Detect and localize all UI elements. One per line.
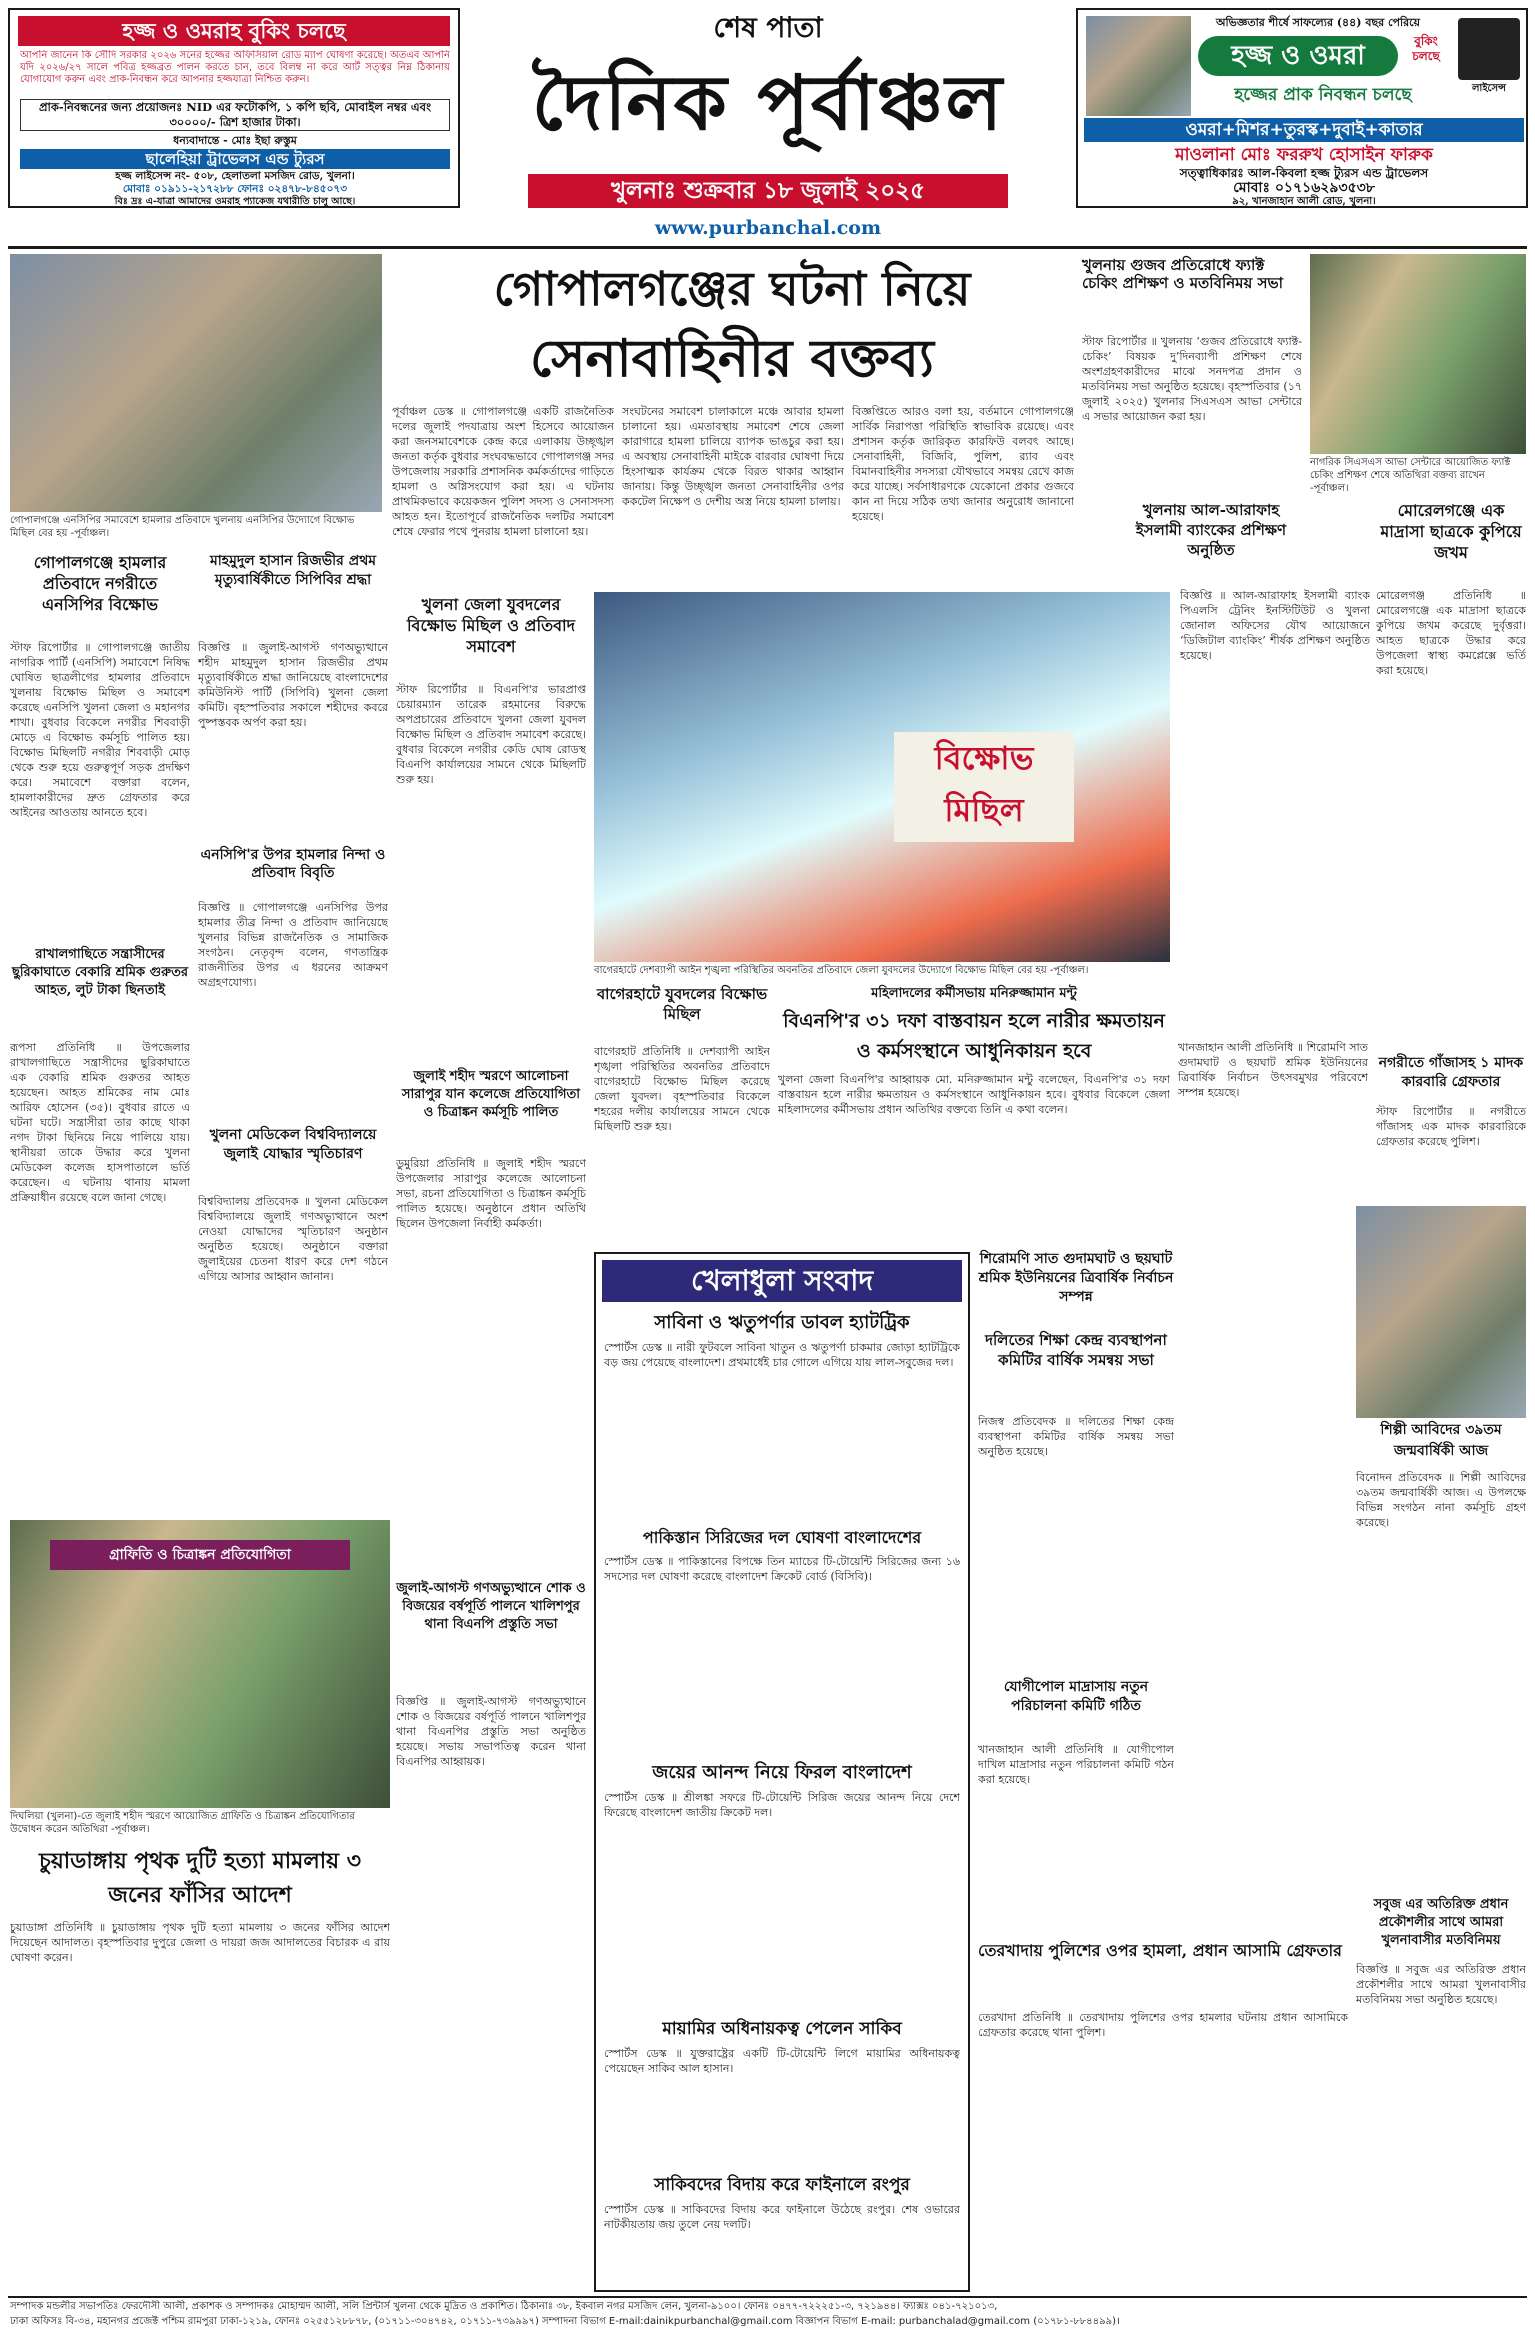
ad-left-hajj (8, 8, 460, 208)
ad-right-phone: মোবাঃ ০১৭১৬২৯৩৫৩৮ (1233, 180, 1375, 196)
protest-sign: বিক্ষোভ মিছিল (894, 732, 1074, 842)
sports-headline-rangpur: সাকিবদের বিদায় করে ফাইনালে রংপুর (654, 2175, 910, 2195)
col5-headline-jogipol: যোগীপোল মাদ্রাসায় নতুন পরিচালনা কমিটি গঠিত (1003, 1679, 1149, 1714)
ad-right-address: ৯২, খানজাহান আলী রোড, খুলনা। (1232, 196, 1376, 207)
col5-headline-dalit: দলিতের শিক্ষা কেন্দ্র ব্যবস্থাপনা কমিটির বার্ষিক সমন্বয় সভা (985, 1331, 1167, 1369)
seminar-photo-caption: নাগরিক সিএসএস আভা সেন্টারে আয়োজিত ফ্যাক্ট চেকিং প্রশিক্ষণ শেষে অতিথিরা বক্তব্য রাখেন -পূর্বাঞ্চল। (1310, 457, 1511, 494)
artist-abid-portrait (1356, 1206, 1526, 1418)
bottom-headline-chuadanga: চুয়াডাঙ্গায় পৃথক দুটি হত্যা মামলায় ৩ জনের ফাঁসির আদেশ (38, 1848, 362, 1908)
col3-headline-sarapur: জুলাই শহীদ স্মরণে আলোচনা সারাপুর যান কলেজে প্রতিযোগিতা ও চিত্রাঙ্কন কর্মসূচি পালিত (401, 1069, 581, 1120)
lead-headline-2: সেনাবাহিনীর বক্তব্য (530, 328, 934, 389)
ad-left-note: বিঃ দ্রঃ এ-যাত্রা আমাদের ওমরাহ প্যাকেজ যথারীতি চালু আছে। (114, 196, 356, 207)
col5-body-alarafah: বিজ্ঞপ্তি ॥ আল-আরাফাহ ইসলামী ব্যাংক পিএলসি ট্রেনিং ইনস্টিটিউট ও খুলনা জোনাল অফিসের যৌথ আয়োজনে ‘ডিজিটাল ব্যাংকিং’ শীর্ষক প্রশিক্ষণ অনুষ্ঠিত হয়েছে। (1180, 589, 1370, 662)
masthead-dateline: খুলনাঃ শুক্রবার ১৮ জুলাই ২০২৫ (528, 174, 1008, 208)
col3-headline-jubodal: খুলনা জেলা যুবদলের বিক্ষোভ মিছিল ও প্রতিবাদ সমাবেশ (406, 595, 576, 656)
col2-body-kmu: বিশ্ববিদ্যালয় প্রতিবেদক ॥ খুলনা মেডিকেল বিশ্ববিদ্যালয়ে জুলাই গণঅভ্যুত্থানে অংশ নেওয়া যোদ্ধাদের স্মৃতিচারণ অনুষ্ঠান অনুষ্ঠিত হয়েছে। অনুষ্ঠানে বক্তারা জুলাইয়ের চেতনা ধারণ করে দেশ গঠনে এগিয়ে আসার আহ্বান জানান। (198, 1195, 388, 1283)
col1-headline-bakery-attack: রাখালগাছিতে সন্ত্রাসীদের ছুরিকাঘাতে বেকারি শ্রমিক গুরুতর আহত, লুট টাকা ছিনতাই (11, 947, 189, 998)
ad-right-hajj (1076, 8, 1528, 208)
ad-right-countries: ওমরা+মিশর+তুরস্ক+দুবাই+কাতার (1084, 118, 1524, 142)
col6-body-sobuj: বিজ্ঞপ্তি ॥ সবুজ এর অতিরিক্ত প্রধান প্রকৌশলীর সাথে আমরা খুলনাবাসীর মতবিনিময় সভা অনুষ্ঠিত হয়েছে। (1356, 1963, 1526, 2006)
col4-body-factcheck: স্টাফ রিপোর্টার ॥ খুলনায় ‘গুজব প্রতিরোধে ফ্যাক্ট-চেকিং’ বিষয়ক দু’দিনব্যাপী প্রশিক্ষণ শেষে অংশগ্রহণকারীদের মাঝে সনদপত্র প্রদান ও মতবিনিময় সভা অনুষ্ঠিত হয়েছে। বৃহস্পতিবার (১৭ জুলাই ২০২৫) খুলনার সিএসএস আভা সেন্টারে এ সভার আয়োজন করা হয়। (1082, 335, 1302, 423)
sports-body-rangpur: স্পোর্টস ডেস্ক ॥ সাকিবদের বিদায় করে ফাইনালে উঠেছে রংপুর। শেষ ওভারের নাটকীয়তায় জয় তুলে নেয় দলটি। (604, 2203, 960, 2231)
ad-left-requirements: প্রাক-নিবন্ধনের জন্য প্রয়োজনঃ NID এর ফটোকপি, ১ কপি ছবি, মোবাইল নম্বর এবং ৩০০০০/- ত্রিশ হাজার টাকা। (20, 99, 450, 131)
col3-body-jubodal: স্টাফ রিপোর্টার ॥ বিএনপি'র ভারপ্রাপ্ত চেয়ারম্যান তারেক রহমানের বিরুদ্ধে অপপ্রচারের প্রতিবাদে খুলনা জেলা যুবদল বিক্ষোভ মিছিল ও প্রতিবাদ সমাবেশ করেছে। বুধবার বিকেলে নগরীর কেডি ঘোষ রোডস্থ বিএনপি কার্যালয়ের সামনে থেকে মিছিলটি শুরু হয়। (396, 683, 586, 786)
col6-headline-morelganj: মোরেলগঞ্জে এক মাদ্রাসা ছাত্রকে কুপিয়ে জখম (1380, 501, 1522, 562)
col3-body-sarapur: ডুমুরিয়া প্রতিনিধি ॥ জুলাই শহীদ স্মরণে উপজেলার সারাপুর কলেজে আলোচনা সভা, রচনা প্রতিযোগিতা ও চিত্রাঙ্কন কর্মসূচি পালিত হয়েছে। অনুষ্ঠানে প্রধান অতিথি ছিলেন উপজেলা নির্বাহী কর্মকর্তা। (396, 1157, 586, 1230)
lead-body-2: সংঘটনের সমাবেশ চালাকালে মঞ্চে আবার হামলা চালানো হয়। এমতাবস্থায় সমাবেশ শেষে জেলা কারাগারে হামলা চালিয়ে ব্যাপক ভাঙচুর করা হয়। এ অবস্থায় সেনাবাহিনী মাইকে বারবার ঘোষণা দিয়ে হিংসাত্মক কার্যক্রম থেকে বিরত থাকার আহ্বান জানায়। কিন্তু উচ্ছৃঙ্খল জনতা সেনাবাহিনীর ওপর ককটেল নিক্ষেপ ও দেশীয় অস্ত্র নিয়ে হামলা চালায়। (622, 405, 844, 508)
col4-headline-factcheck: খুলনায় গুজব প্রতিরোধে ফ্যাক্ট চেকিং প্রশিক্ষণ ও মতবিনিময় সভা (1082, 256, 1284, 292)
sports-headline-pakistan: পাকিস্তান সিরিজের দল ঘোষণা বাংলাদেশের (642, 1528, 922, 1547)
col2-headline-rizvi: মাহমুদুল হাসান রিজভীর প্রথম মৃত্যুবার্ষিকীতে সিপিবির শ্রদ্ধা (209, 553, 377, 588)
ad-left-phone: মোবাঃ ০১৯১১-২১৭২৮৮ ফোনঃ ০২৪৭৮-৮৪৫০৭৩ (122, 183, 348, 195)
col6-headline-abid: শিল্পী আবিদের ৩৯তম জন্মবার্ষিকী আজ (1380, 1422, 1502, 1459)
col4-headline-31point: বিএনপি'র ৩১ দফা বাস্তবায়ন হলে নারীর ক্ষমতায়ন ও কর্মসংস্থানে আধুনিকায়ন হবে (783, 1010, 1165, 1062)
col2-headline-ncp-condemn: এনসিপি'র উপর হামলার নিন্দা ও প্রতিবাদ বিবৃতি (200, 847, 386, 881)
top-rule (8, 246, 1527, 249)
sports-box (594, 1252, 970, 2292)
seminar-photo (1310, 254, 1526, 454)
col1-body-bakery-attack: রূপসা প্রতিনিধি ॥ উপজেলার রাখালগাছিতে সন্ত্রাসীদের ছুরিকাঘাতে এক বেকারি শ্রমিক গুরুতর আহত হয়েছেন। আহত শ্রমিকের নাম মোঃ আরিফ হোসেন (৩৫)। বুধবার রাতে এ ঘটনা ঘটে। সন্ত্রাসীরা তার কাছে থাকা নগদ টাকা ছিনিয়ে নিয়ে পালিয়ে যায়। স্থানীয়রা তাকে উদ্ধার করে খুলনা মেডিকেল কলেজ হাসপাতালে ভর্তি করেছেন। এ ঘটনায় থানায় মামলা প্রক্রিয়াধীন রয়েছে বলে জানা গেছে। (10, 1041, 190, 1204)
col6-body-morelganj: মোরেলগঞ্জ প্রতিনিধি ॥ মোরেলগঞ্জে এক মাদ্রাসা ছাত্রকে কুপিয়ে জখম করেছে দুর্বৃত্তরা। আহত ছাত্রকে উদ্ধার করে উপজেলা স্বাস্থ্য কমপ্লেক্সে ভর্তি করা হয়েছে। (1376, 589, 1526, 677)
col6-headline-sobuj: সবুজ এর অতিরিক্ত প্রধান প্রকৌশলীর সাথে আমরা খুলনাবাসীর মতবিনিময় (1373, 1897, 1509, 1948)
col4-kicker-mahila: মহিলাদলের কর্মীসভায় মনিরুজ্জামান মন্টু (871, 986, 1077, 1001)
ad-left-body: আপনি জানেন কি সৌদি সরকার ২০২৬ সনের হজ্জের অফিসিয়াল রোড ম্যাপ ঘোষণা করেছে। অতএব আপনি যদি ২০২৬/২৭ সালে পবিত্র হজ্জব্রত পালন করতে চান, তবে বিলম্ব না করে আর্ট সত্ত্বর নিম্ন ঠিকানায় যোগাযোগ করুন এবং প্রাক-নিবন্ধন করে আপনার হজ্জযাত্রা নিশ্চিত করুন। (20, 50, 450, 85)
ad-right-license: লাইসেন্স (1471, 83, 1507, 94)
sports-headline-return: জয়ের আনন্দ নিয়ে ফিরল বাংলাদেশ (652, 1762, 912, 1783)
col5-headline-union: শিরোমণি সাত গুদামঘাট ও ছয়ঘাট শ্রমিক ইউনিয়নের ত্রিবার্ষিক নির্বাচন সম্পন্ন (978, 1251, 1174, 1305)
sports-body-sabina: স্পোর্টস ডেস্ক ॥ নারী ফুটবলে সাবিনা খাতুন ও ঋতুপর্ণা চাকমার জোড়া হ্যাটট্রিকে বড় জয় পেয়েছে বাংলাদেশ। প্রথমার্ধেই চার গোলে এগিয়ে যায় লাল-সবুজের দল। (604, 1341, 960, 1369)
sports-body-return: স্পোর্টস ডেস্ক ॥ শ্রীলঙ্কা সফরে টি-টোয়েন্টি সিরিজ জয়ের আনন্দ নিয়ে দেশে ফিরেছে বাংলাদেশ জাতীয় ক্রিকেট দল। (604, 1791, 960, 1819)
footer-line-2: ঢাকা অফিসঃ বি-৩৪, মহানগর প্রজেক্ট পশ্চিম রামপুরা ঢাকা-১২১৯, ফোনঃ ০২৫৫১২৮৮৭৮, (০১৭১১-৩০৪৭৪২, ০১৭১১-৭৩৯৯৯৭) সম্পাদনা বিভাগ E-mail:dainikpurbanchal@gmail.com বিজ্ঞাপন বিভাগ E-mail: purbanchalad@gmail.com (০১৭৮১-৮৮৪৪৯৯)। (10, 2316, 1120, 2327)
col6-body-ganja: স্টাফ রিপোর্টার ॥ নগরীতে গাঁজাসহ এক মাদক কারবারিকে গ্রেফতার করেছে পুলিশ। (1376, 1105, 1526, 1148)
ad-left-address: হজ্জ লাইসেন্স নং- ৫০৮, হেলাতলা মসজিদ রোড, খুলনা। (115, 170, 355, 182)
masthead (468, 8, 1068, 244)
col3-headline-khalishpur: জুলাই-আগস্ট গণঅভ্যুত্থানে শোক ও বিজয়ের বর্ষপূর্তি পালনে খালিশপুর থানা বিএনপি প্রস্তুতি সভা (396, 1581, 586, 1632)
lead-headline-1: গোপালগঞ্জের ঘটনা নিয়ে (493, 262, 971, 317)
col4-headline-bagerhat: বাগেরহাটে যুবদলের বিক্ষোভ মিছিল (596, 985, 768, 1023)
ad-left-title: হজ্জ ও ওমরাহ বুকিং চলছে (18, 16, 450, 46)
graffiti-banner: গ্রাফিতি ও চিত্রাঙ্কন প্রতিযোগিতা (50, 1540, 350, 1570)
col4-body-bagerhat: বাগেরহাট প্রতিনিধি ॥ দেশব্যাপী আইন শৃঙ্খলা পরিস্থিতির অবনতির প্রতিবাদে বাগেরহাটে বিক্ষোভ মিছিল করেছে জেলা যুবদল। বৃহস্পতিবার বিকেলে শহরের দলীয় কার্যালয়ের সামনে থেকে মিছিলটি শুরু হয়। (594, 1045, 770, 1133)
ad-right-badge: হজ্জ ও ওমরা (1198, 36, 1398, 76)
lead-photo-caption: গোপালগঞ্জে এনসিপির সমাবেশে হামলার প্রতিবাদে খুলনায় এনসিপির উদ্যোগে বিক্ষোভ মিছিল বের হয় -পূর্বাঞ্চল। (10, 515, 355, 539)
footer-line-1: সম্পাদক মন্ডলীর সভাপতিঃ ফেরদৌসী আলী, প্রকাশক ও সম্পাদকঃ মোহাম্মদ আলী, সলি প্রিন্টার্স খুলনা থেকে মুদ্রিত ও প্রকাশিত। ঠিকানাঃ ৩৮, ইকবাল নগর মসজিদ লেন, খুলনা-৯১০০। ফোনঃ ০৪৭৭-৭২২২৫১-৩, ৭২১৯৪৪। ফ্যাক্সঃ ০৪১-৭২১০১৩, (10, 2301, 998, 2312)
col5-body-terokhada: তেরখাদা প্রতিনিধি ॥ তেরখাদায় পুলিশের ওপর হামলার ঘটনায় প্রধান আসামিকে গ্রেফতার করেছে থানা পুলিশ। (978, 2011, 1348, 2039)
graffiti-competition-photo (10, 1520, 390, 1808)
ad-right-top: অভিজ্ঞতার শীর্ষে সাফল্যের (৪৪) বছর পেরিয়ে (1215, 16, 1421, 29)
col1-body-ncp-protest: স্টাফ রিপোর্টার ॥ গোপালগঞ্জে জাতীয় নাগরিক পার্টি (এনসিপি) সমাবেশে নিষিদ্ধ ঘোষিত ছাত্রলীগের হামলার প্রতিবাদে খুলনায় বিক্ষোভ মিছিল ও সমাবেশ করেছে এনসিপি খুলনা জেলা ও মহানগর শাখা। বুধবার বিকেলে নগরীর শিববাড়ী মোড়ে এ বিক্ষোভ কর্মসূচি পালিত হয়। বিক্ষোভ মিছিলটি নগরীর শিববাড়ী মোড় থেকে শুরু হয়ে গুরুত্বপূর্ণ সড়ক প্রদক্ষিণ করে। সমাবেশে বক্তারা বলেন, হামলাকারীদের দ্রুত গ্রেফতার করে আইনের আওতায় আনতে হবে। (10, 641, 190, 819)
sports-headline-shakib-captain: মায়ামির অধিনায়কত্ব পেলেন সাকিব (662, 2019, 902, 2039)
kaaba-icon (1458, 18, 1520, 80)
ad-right-booking: বুকিং চলছে (1412, 34, 1440, 63)
lead-body-3: বিজ্ঞপ্তিতে আরও বলা হয়, বর্তমানে গোপালগঞ্জে সার্বিক নিরাপত্তা পরিস্থিতি স্বাভাবিক রয়েছে। এবং প্রশাসন কর্তৃক জারিকৃত কারফিউ বলবৎ আছে। সেনাবাহিনী, বিজিবি, পুলিশ, র‍্যাব এবং বিমানবাহিনীর সদস্যরা যৌথভাবে সমন্বয় রেখে কাজ করে যাচ্ছে। সর্বসাধারণকে যেকোনো প্রকার গুজবে কান না দিয়ে সঠিক তথ্য জানার অনুরোধ জানানো হয়েছে। (852, 405, 1074, 523)
lead-photo-ncp-rally (10, 254, 382, 512)
sports-section-title: খেলাধুলা সংবাদ (602, 1260, 962, 1302)
bagerhat-protest-photo (594, 592, 1170, 962)
col6-body-abid: বিনোদন প্রতিবেদক ॥ শিল্পী আবিদের ৩৯তম জন্মবার্ষিকী আজ। এ উপলক্ষে বিভিন্ন সংগঠন নানা কর্মসূচি গ্রহণ করেছে। (1356, 1471, 1526, 1529)
col5-body-dalit: নিজস্ব প্রতিবেদক ॥ দলিতের শিক্ষা কেন্দ্র ব্যবস্থাপনা কমিটির বার্ষিক সমন্বয় সভা অনুষ্ঠিত হয়েছে। (978, 1415, 1174, 1458)
col6-headline-ganja: নগরীতে গাঁজাসহ ১ মাদক কারবারি গ্রেফতার (1378, 1055, 1524, 1090)
ad-right-pre: হজ্জের প্রাক নিবন্ধন চলছে (1234, 85, 1412, 105)
col5-body-jogipol: খানজাহান আলী প্রতিনিধি ॥ যোগীপোল দাখিল মাদ্রাসার নতুন পরিচালনা কমিটি গঠন করা হয়েছে। (978, 1743, 1174, 1786)
col4-body-31point: খুলনা জেলা বিএনপি'র আহ্বায়ক মো. মনিরুজ্জামান মন্টু বলেছেন, বিএনপি'র ৩১ দফা বাস্তবায়ন হলে নারীর ক্ষমতায়ন ও কর্মসংস্থানে আধুনিকায়ন হবে। বুধবার বিকেলে জেলা মহিলাদলের কর্মীসভায় প্রধান অতিথির বক্তব্যে তিনি এ কথা বলেন। (778, 1073, 1170, 1116)
ad-right-name: মাওলানা মোঃ ফররুখ হোসাইন ফারুক (1175, 145, 1433, 165)
masthead-kicker: শেষ পাতা (713, 11, 823, 44)
col5-headline-terokhada: তেরখাদায় পুলিশের ওপর হামলা, প্রধান আসামি গ্রেফতার (978, 1941, 1342, 1960)
ad-right-portrait (1086, 16, 1191, 116)
sports-body-pakistan: স্পোর্টস ডেস্ক ॥ পাকিস্তানের বিপক্ষে তিন ম্যাচের টি-টোয়েন্টি সিরিজের জন্য ১৬ সদস্যের দল ঘোষণা করেছে বাংলাদেশ ক্রিকেট বোর্ড (বিসিবি)। (604, 1555, 960, 1583)
col2-body-ncp-condemn: বিজ্ঞপ্তি ॥ গোপালগঞ্জে এনসিপির উপর হামলার তীব্র নিন্দা ও প্রতিবাদ জানিয়েছে খুলনার বিভিন্ন রাজনৈতিক ও সামাজিক সংগঠন। নেতৃবৃন্দ বলেন, গণতান্ত্রিক রাজনীতির উপর এ ধরনের আক্রমণ অগ্রহণযোগ্য। (198, 901, 388, 989)
masthead-website[interactable]: www.purbanchal.com (654, 217, 882, 239)
bagerhat-photo-caption: বাগেরহাটে দেশব্যাপী আইন শৃঙ্খলা পরিস্থিতির অবনতির প্রতিবাদে জেলা যুবদলের উদ্যোগে বিক্ষোভ মিছিল বের হয় -পূর্বাঞ্চল। (594, 965, 1089, 976)
col2-body-rizvi: বিজ্ঞপ্তি ॥ জুলাই-আগস্ট গণঅভ্যুত্থানে শহীদ মাহমুদুল হাসান রিজভীর প্রথম মৃত্যুবার্ষিকীতে শ্রদ্ধা জানিয়েছে বাংলাদেশের কমিউনিস্ট পার্টি (সিপিবি) খুলনা জেলা কমিটি। বৃহস্পতিবার সকালে শহীদের কবরে পুষ্পস্তবক অর্পণ করা হয়। (198, 641, 388, 729)
graffiti-photo-caption: দিঘলিয়া (খুলনা)-তে জুলাই শহীদ স্মরণে আয়োজিত গ্রাফিতি ও চিত্রাঙ্কন প্রতিযোগিতার উদ্বোধন করেন অতিথিরা -পূর্বাঞ্চল। (10, 1811, 355, 1835)
ad-left-thanks: ধন্যবাদান্তে - মোঃ ইছা রুস্তুম (173, 134, 297, 147)
col1-headline-ncp-protest: গোপালগঞ্জে হামলার প্রতিবাদে নগরীতে এনসিপির বিক্ষোভ (33, 553, 167, 614)
bottom-body-chuadanga: চুয়াডাঙ্গা প্রতিনিধি ॥ চুয়াডাঙ্গায় পৃথক দুটি হত্যা মামলায় ৩ জনের ফাঁসির আদেশ দিয়েছেন আদালত। বৃহস্পতিবার দুপুরে জেলা ও দায়রা জজ আদালতের বিচারক এ রায় ঘোষণা করেন। (10, 1921, 390, 1964)
sports-body-shakib-captain: স্পোর্টস ডেস্ক ॥ যুক্তরাষ্ট্রের একটি টি-টোয়েন্টি লিগে মায়ামির অধিনায়কত্ব পেয়েছেন সাকিব আল হাসান। (604, 2047, 960, 2075)
col5-body-union: খানজাহান আলী প্রতিনিধি ॥ শিরোমণি সাত গুদামঘাট ও ছয়ঘাট শ্রমিক ইউনিয়নের ত্রিবার্ষিক নির্বাচন উৎসবমুখর পরিবেশে সম্পন্ন হয়েছে। (1178, 1041, 1368, 1099)
sports-headline-sabina: সাবিনা ও ঋতুপর্ণার ডাবল হ্যাটট্রিক (654, 1312, 910, 1333)
footer-rule (8, 2296, 1527, 2298)
ad-right-org: সত্ত্বাধিকারঃ আল-কিবলা হজ্জ ট্যুরস এন্ড ট্রাভেলস (1179, 166, 1429, 180)
masthead-title: দৈনিক পূর্বাঞ্চল (531, 58, 1005, 147)
col3-body-khalishpur: বিজ্ঞপ্তি ॥ জুলাই-আগস্ট গণঅভ্যুত্থানে শোক ও বিজয়ের বর্ষপূর্তি পালনে খালিশপুর থানা বিএনপির প্রস্তুতি সভা অনুষ্ঠিত হয়েছে। সভায় সভাপতিত্ব করেন থানা বিএনপির আহ্বায়ক। (396, 1695, 586, 1768)
col5-headline-alarafah: খুলনায় আল-আরাফাহ ইসলামী ব্যাংকের প্রশিক্ষণ অনুষ্ঠিত (1135, 501, 1287, 559)
col2-headline-kmu: খুলনা মেডিকেল বিশ্ববিদ্যালয়ে জুলাই যোদ্ধার স্মৃতিচারণ (209, 1127, 377, 1162)
lead-body-1: পূর্বাঞ্চল ডেস্ক ॥ গোপালগঞ্জে একটি রাজনৈতিক দলের জুলাই পদযাত্রায় অংশ হিসেবে আয়োজন করা জনসমাবেশকে কেন্দ্র করে এলাকায় উচ্ছৃঙ্খল জনতা কর্তৃক বুধবার সংঘবদ্ধভাবে গোপালগঞ্জ সদর উপজেলায় সরকারি প্রশাসনিক কর্মকর্তাদের গাড়িতে হামলা ও অগ্নিসংযোগ করা হয়। এ ঘটনায় প্রাথমিকভাবে কয়েকজন পুলিশ সদস্য ও সেনাসদস্য আহত হন। ইতোপূর্বে রাজনৈতিক দলটির সমাবেশ শেষে ফেরার পথে পুনরায় হামলা চালানো হয়। (392, 405, 614, 538)
ad-left-company: ছালেহিয়া ট্রাভেলস এন্ড ট্যুরস (20, 149, 450, 169)
